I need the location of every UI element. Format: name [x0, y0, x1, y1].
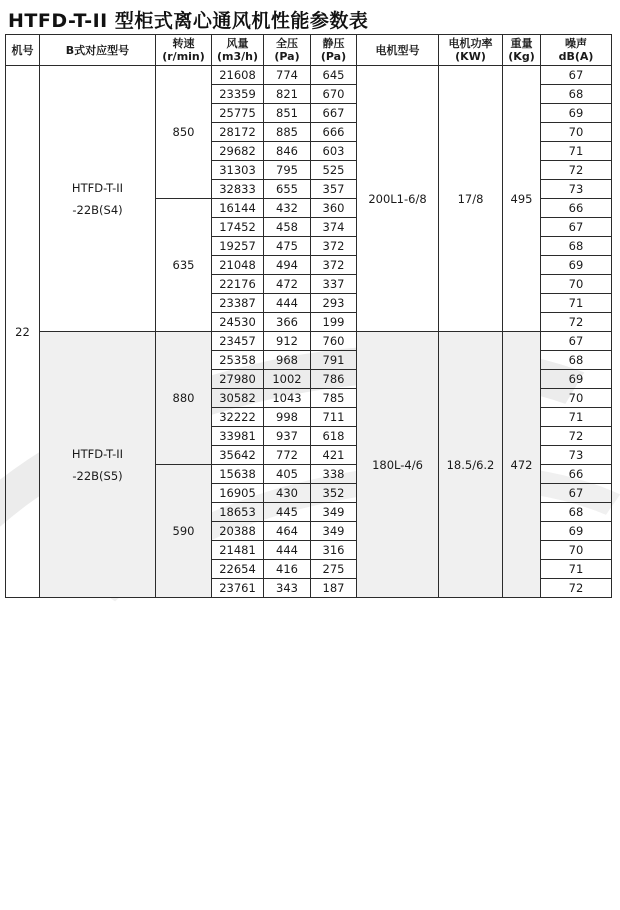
- noise-cell: 71: [541, 294, 612, 313]
- static-pressure-cell: 293: [311, 294, 357, 313]
- header-model: B式对应型号: [40, 35, 156, 66]
- static-pressure-cell: 338: [311, 465, 357, 484]
- noise-cell: 67: [541, 332, 612, 351]
- total-pressure-cell: 851: [264, 104, 311, 123]
- static-pressure-cell: 645: [311, 66, 357, 85]
- noise-cell: 68: [541, 237, 612, 256]
- static-pressure-cell: 199: [311, 313, 357, 332]
- header-static-pressure: 静压 (Pa): [311, 35, 357, 66]
- static-pressure-cell: 618: [311, 427, 357, 446]
- airflow-cell: 23457: [212, 332, 264, 351]
- total-pressure-cell: 1002: [264, 370, 311, 389]
- airflow-cell: 28172: [212, 123, 264, 142]
- total-pressure-cell: 432: [264, 199, 311, 218]
- airflow-cell: 27980: [212, 370, 264, 389]
- noise-cell: 68: [541, 85, 612, 104]
- table-row: [6, 332, 612, 351]
- static-pressure-cell: 352: [311, 484, 357, 503]
- noise-cell: 69: [541, 522, 612, 541]
- noise-cell: 70: [541, 275, 612, 294]
- model-cell: HTFD-T-II -22B(S4): [40, 66, 156, 332]
- total-pressure-cell: 494: [264, 256, 311, 275]
- airflow-cell: 21048: [212, 256, 264, 275]
- static-pressure-cell: 711: [311, 408, 357, 427]
- static-pressure-cell: 421: [311, 446, 357, 465]
- machine-no-cell: 22: [6, 66, 40, 598]
- noise-cell: 66: [541, 199, 612, 218]
- motor-model-cell: 200L1-6/8: [357, 66, 439, 332]
- total-pressure-cell: 430: [264, 484, 311, 503]
- static-pressure-cell: 667: [311, 104, 357, 123]
- total-pressure-cell: 444: [264, 294, 311, 313]
- fan-performance-table: [5, 34, 612, 598]
- static-pressure-cell: 187: [311, 579, 357, 598]
- airflow-cell: 25775: [212, 104, 264, 123]
- motor-power-cell: 17/8: [439, 66, 503, 332]
- static-pressure-cell: 760: [311, 332, 357, 351]
- static-pressure-cell: 372: [311, 237, 357, 256]
- page-title: HTFD-T-II 型柜式离心通风机性能参数表: [8, 10, 369, 32]
- airflow-cell: 32222: [212, 408, 264, 427]
- table-row: [6, 66, 612, 85]
- static-pressure-cell: 525: [311, 161, 357, 180]
- total-pressure-cell: 774: [264, 66, 311, 85]
- noise-cell: 69: [541, 256, 612, 275]
- noise-cell: 67: [541, 218, 612, 237]
- total-pressure-cell: 937: [264, 427, 311, 446]
- airflow-cell: 32833: [212, 180, 264, 199]
- noise-cell: 72: [541, 161, 612, 180]
- airflow-cell: 22654: [212, 560, 264, 579]
- total-pressure-cell: 472: [264, 275, 311, 294]
- static-pressure-cell: 357: [311, 180, 357, 199]
- header-airflow: 风量 (m3/h): [212, 35, 264, 66]
- header-weight: 重量 (Kg): [503, 35, 541, 66]
- motor-power-cell: 18.5/6.2: [439, 332, 503, 598]
- airflow-cell: 21608: [212, 66, 264, 85]
- header-machine-no: 机号: [6, 35, 40, 66]
- static-pressure-cell: 786: [311, 370, 357, 389]
- airflow-cell: 29682: [212, 142, 264, 161]
- static-pressure-cell: 316: [311, 541, 357, 560]
- total-pressure-cell: 444: [264, 541, 311, 560]
- total-pressure-cell: 968: [264, 351, 311, 370]
- header-total-pressure: 全压 (Pa): [264, 35, 311, 66]
- noise-cell: 71: [541, 560, 612, 579]
- airflow-cell: 16905: [212, 484, 264, 503]
- total-pressure-cell: 885: [264, 123, 311, 142]
- total-pressure-cell: 343: [264, 579, 311, 598]
- static-pressure-cell: 670: [311, 85, 357, 104]
- speed-cell: 850: [156, 66, 212, 199]
- speed-cell: 635: [156, 199, 212, 332]
- static-pressure-cell: 275: [311, 560, 357, 579]
- header-noise: 噪声 dB(A): [541, 35, 612, 66]
- static-pressure-cell: 360: [311, 199, 357, 218]
- total-pressure-cell: 998: [264, 408, 311, 427]
- header-motor-model: 电机型号: [357, 35, 439, 66]
- total-pressure-cell: 912: [264, 332, 311, 351]
- airflow-cell: 17452: [212, 218, 264, 237]
- header-row: [6, 35, 612, 66]
- airflow-cell: 20388: [212, 522, 264, 541]
- airflow-cell: 21481: [212, 541, 264, 560]
- noise-cell: 72: [541, 427, 612, 446]
- total-pressure-cell: 772: [264, 446, 311, 465]
- total-pressure-cell: 445: [264, 503, 311, 522]
- table-body: [6, 66, 612, 598]
- total-pressure-cell: 655: [264, 180, 311, 199]
- airflow-cell: 15638: [212, 465, 264, 484]
- model-cell: HTFD-T-II -22B(S5): [40, 332, 156, 598]
- airflow-cell: 33981: [212, 427, 264, 446]
- total-pressure-cell: 475: [264, 237, 311, 256]
- motor-model-cell: 180L-4/6: [357, 332, 439, 598]
- static-pressure-cell: 785: [311, 389, 357, 408]
- noise-cell: 70: [541, 389, 612, 408]
- total-pressure-cell: 846: [264, 142, 311, 161]
- total-pressure-cell: 416: [264, 560, 311, 579]
- airflow-cell: 31303: [212, 161, 264, 180]
- airflow-cell: 25358: [212, 351, 264, 370]
- airflow-cell: 23359: [212, 85, 264, 104]
- noise-cell: 69: [541, 104, 612, 123]
- airflow-cell: 22176: [212, 275, 264, 294]
- static-pressure-cell: 603: [311, 142, 357, 161]
- noise-cell: 73: [541, 180, 612, 199]
- noise-cell: 71: [541, 142, 612, 161]
- header-speed: 转速 (r/min): [156, 35, 212, 66]
- noise-cell: 69: [541, 370, 612, 389]
- weight-cell: 472: [503, 332, 541, 598]
- noise-cell: 66: [541, 465, 612, 484]
- total-pressure-cell: 821: [264, 85, 311, 104]
- noise-cell: 73: [541, 446, 612, 465]
- airflow-cell: 18653: [212, 503, 264, 522]
- static-pressure-cell: 337: [311, 275, 357, 294]
- airflow-cell: 30582: [212, 389, 264, 408]
- static-pressure-cell: 349: [311, 503, 357, 522]
- noise-cell: 70: [541, 541, 612, 560]
- noise-cell: 67: [541, 484, 612, 503]
- airflow-cell: 24530: [212, 313, 264, 332]
- speed-cell: 590: [156, 465, 212, 598]
- total-pressure-cell: 464: [264, 522, 311, 541]
- total-pressure-cell: 366: [264, 313, 311, 332]
- airflow-cell: 16144: [212, 199, 264, 218]
- static-pressure-cell: 374: [311, 218, 357, 237]
- noise-cell: 68: [541, 503, 612, 522]
- total-pressure-cell: 1043: [264, 389, 311, 408]
- airflow-cell: 35642: [212, 446, 264, 465]
- airflow-cell: 23761: [212, 579, 264, 598]
- noise-cell: 67: [541, 66, 612, 85]
- noise-cell: 70: [541, 123, 612, 142]
- static-pressure-cell: 666: [311, 123, 357, 142]
- weight-cell: 495: [503, 66, 541, 332]
- noise-cell: 72: [541, 313, 612, 332]
- speed-cell: 880: [156, 332, 212, 465]
- header-motor-power: 电机功率 (KW): [439, 35, 503, 66]
- noise-cell: 72: [541, 579, 612, 598]
- noise-cell: 68: [541, 351, 612, 370]
- static-pressure-cell: 349: [311, 522, 357, 541]
- noise-cell: 71: [541, 408, 612, 427]
- static-pressure-cell: 791: [311, 351, 357, 370]
- static-pressure-cell: 372: [311, 256, 357, 275]
- total-pressure-cell: 405: [264, 465, 311, 484]
- total-pressure-cell: 458: [264, 218, 311, 237]
- airflow-cell: 23387: [212, 294, 264, 313]
- airflow-cell: 19257: [212, 237, 264, 256]
- total-pressure-cell: 795: [264, 161, 311, 180]
